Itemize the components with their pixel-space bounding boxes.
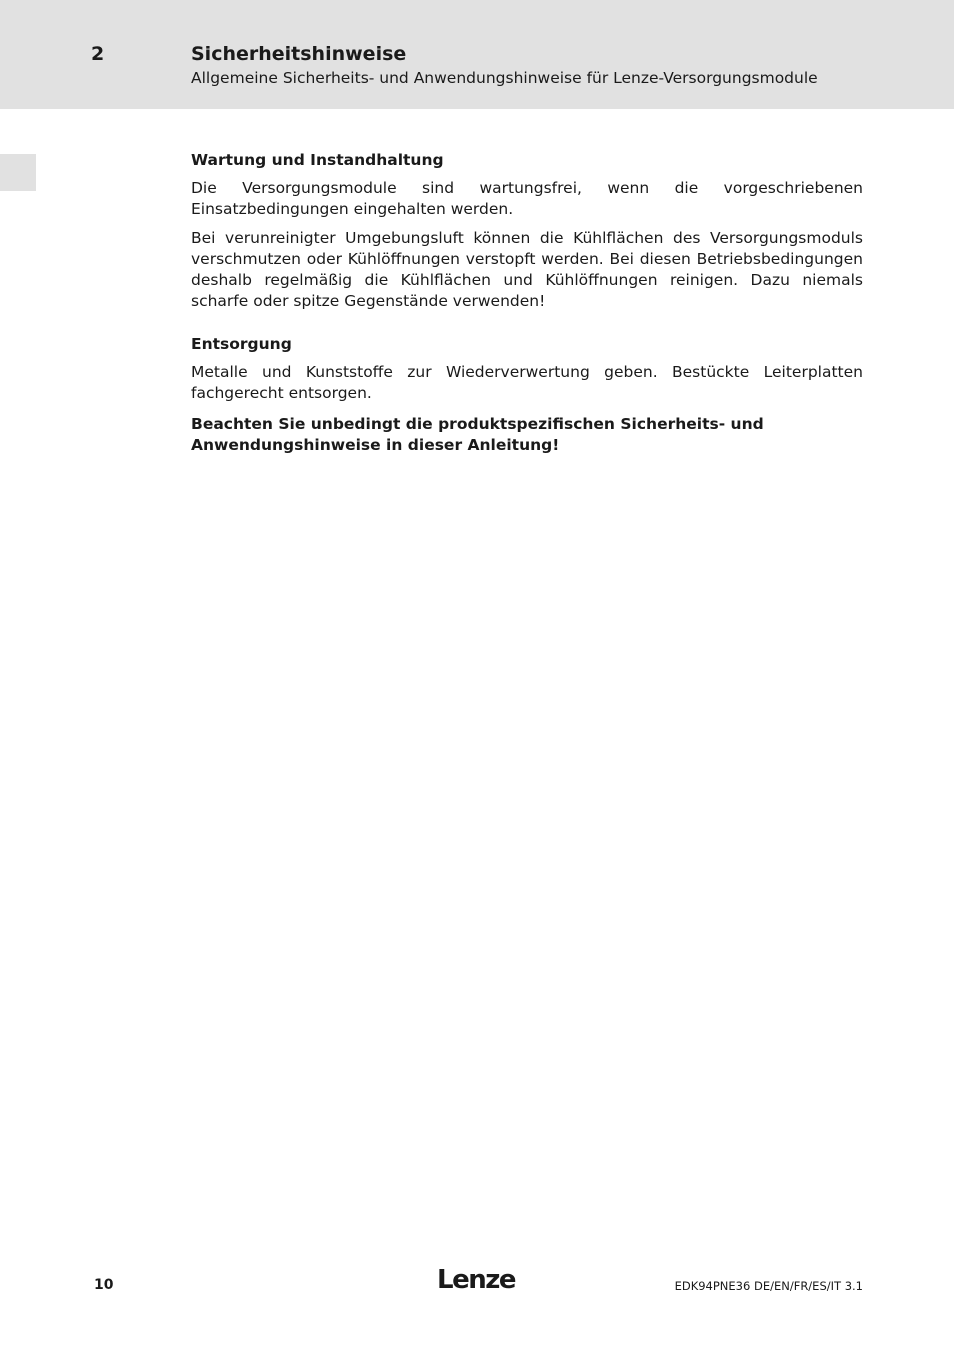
chapter-side-tab <box>0 154 36 191</box>
lenze-logo: Lenze <box>437 1265 515 1295</box>
paragraph-disposal-1: Metalle und Kunststoffe zur Wiederverwertung geben. Bestückte Leiterplatten fachgerecht entsorgen. <box>191 363 863 402</box>
paragraph-maintenance-2: Bei verunreinigter Umgebungsluft können die Kühlflächen des Versorgungsmoduls verschmutzen oder Kühlöffnungen verstopft werden. Bei diesen Betriebsbedingungen deshalb regelmäßig die Kühlflächen und Kühlöffnungen reinigen. Dazu niemals scharfe oder spitze Gegenstände verwenden! <box>191 229 863 310</box>
document-code: EDK94PNE36 DE/EN/FR/ES/IT 3.1 <box>674 1279 863 1293</box>
section-heading-maintenance: Wartung und Instandhaltung <box>191 151 444 169</box>
paragraph-maintenance-1: Die Versorgungsmodule sind wartungsfrei, wenn die vorgeschriebenen Einsatzbedingungen eingehalten werden. <box>191 179 863 218</box>
header-band <box>0 0 954 109</box>
safety-notice: Beachten Sie unbedingt die produktspezifischen Sicherheits- und Anwendungshinweise in dieser Anleitung! <box>191 415 764 454</box>
chapter-number: 2 <box>91 43 105 65</box>
page-number: 10 <box>94 1277 114 1293</box>
section-heading-disposal: Entsorgung <box>191 335 292 353</box>
chapter-subtitle: Allgemeine Sicherheits- und Anwendungshinweise für Lenze-Versorgungsmodule <box>191 69 818 87</box>
document-body <box>191 150 863 464</box>
chapter-title: Sicherheitshinweise <box>191 43 407 65</box>
